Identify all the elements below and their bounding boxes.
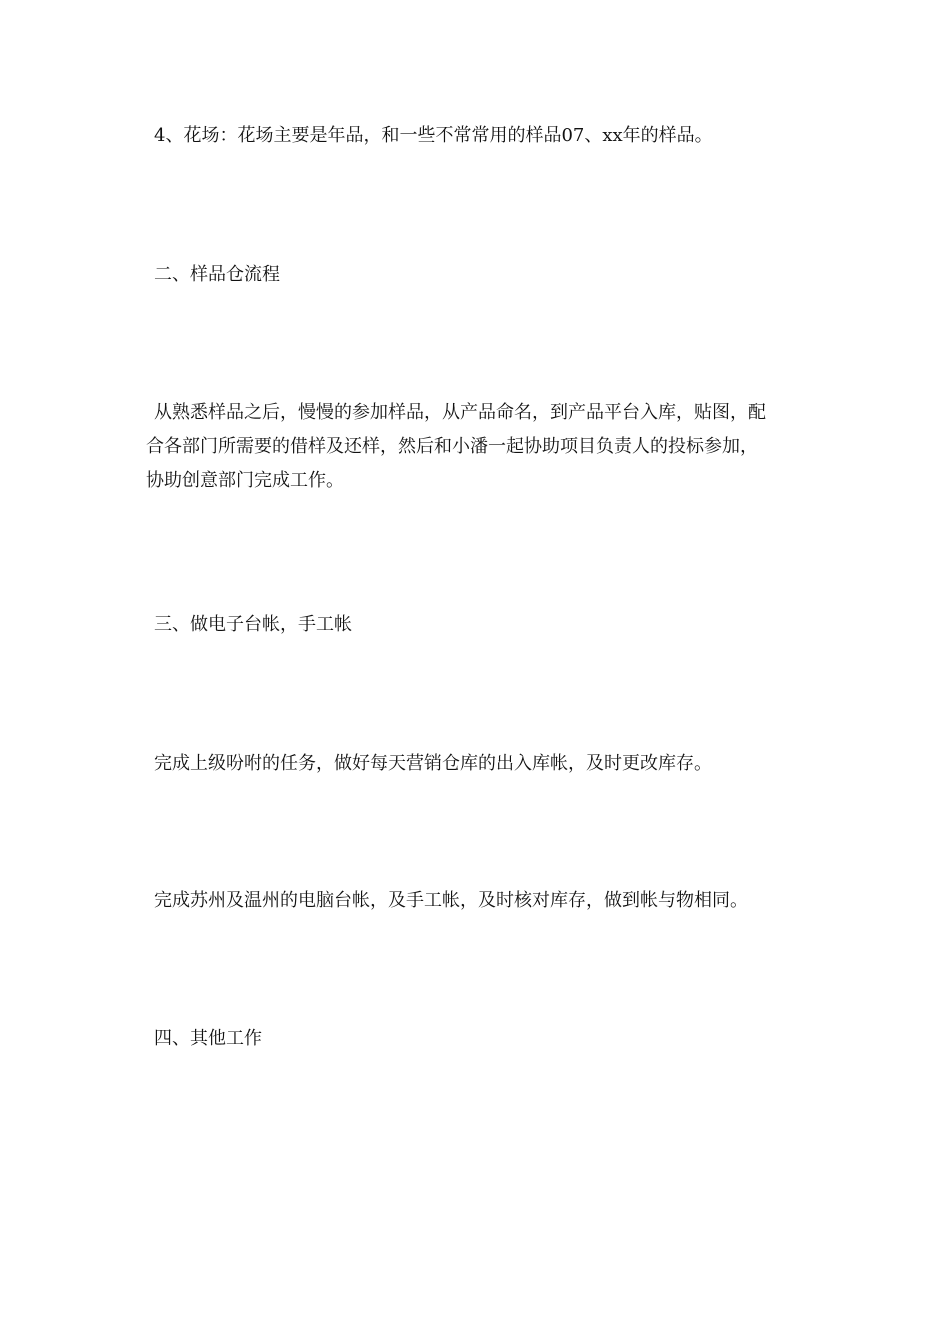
section-4-heading: 四、其他工作 bbox=[154, 1028, 262, 1049]
section-2-body-line-2: 合各部门所需要的借样及还样，然后和小潘一起协助项目负责人的投标参加， bbox=[146, 436, 758, 457]
section-3-heading: 三、做电子台帐，手工帐 bbox=[154, 614, 352, 635]
section-3-paragraph-2: 完成苏州及温州的电脑台帐，及手工帐，及时核对库存，做到帐与物相同。 bbox=[154, 890, 748, 911]
section-3-paragraph-1: 完成上级吩咐的任务，做好每天营销仓库的出入库帐，及时更改库存。 bbox=[154, 753, 712, 774]
section-2-body bbox=[146, 396, 816, 498]
section-2-heading: 二、样品仓流程 bbox=[154, 264, 280, 285]
item-4-flower-field: 4、花场：花场主要是年品，和一些不常常用的样品07、xx年的样品。 bbox=[154, 125, 713, 146]
section-2-body-line-1: 从熟悉样品之后，慢慢的参加样品，从产品命名，到产品平台入库，贴图，配 bbox=[154, 402, 766, 423]
section-2-body-line-3: 协助创意部门完成工作。 bbox=[146, 470, 344, 491]
